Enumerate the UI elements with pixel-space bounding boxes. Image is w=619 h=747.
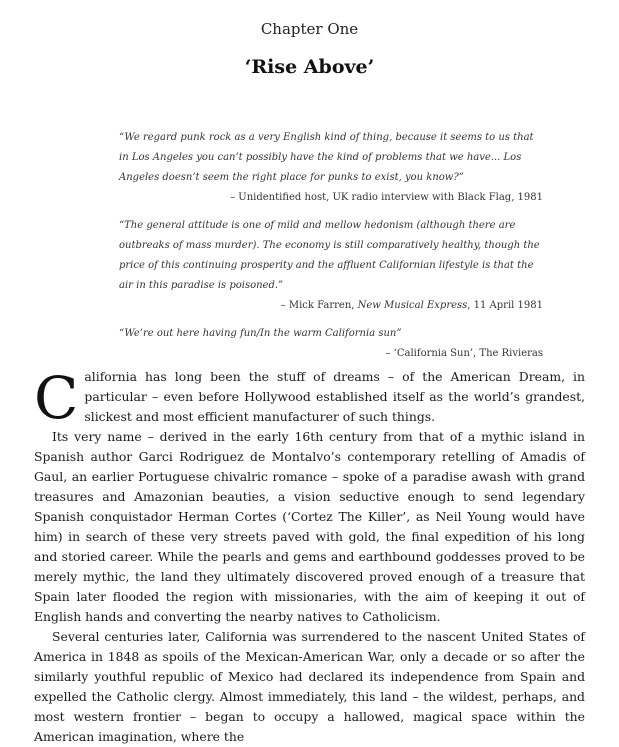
epigraph-quote: “The general attitude is one of mild and mellow hedonism (although there are outbreaks of mass murder). The economy is still comparatively healthy, though the price of this continuing prosperity and the affluent Californian lifestyle is that the air in this paradise is poisoned.” — [119, 220, 540, 291]
epigraphs — [119, 128, 543, 372]
body-paragraph — [34, 364, 585, 432]
attribution-prefix: – Mick Farren, — [280, 300, 358, 311]
drop-cap: C — [34, 364, 79, 432]
chapter-body — [34, 364, 585, 747]
epigraph-attribution: – ‘California Sun’, The Rivieras — [385, 348, 543, 359]
body-paragraph: Several centuries later, California was surrendered to the nascent United States of America in 1848 as spoils of the Mexican-American War, only a decade or so after the similarly youthful republic of Mexico had declared its independence from Spain and expelled the Catholic clergy. Almost immediately, this land – the wildest, perhaps, and most western frontier – began to occupy a hallowed, magical space within the American imagination, where the — [34, 629, 585, 744]
epigraph-attribution: – Unidentified host, UK radio interview with Black Flag, 1981 — [230, 192, 543, 203]
attribution-source: New Musical Express — [357, 300, 468, 311]
epigraph-quote: “We regard punk rock as a very English kind of thing, because it seems to us that in Los Angeles you can’t possibly have the kind of problems that we have... Los Angeles doesn’t seem the right place for punks to exist, you know?” — [119, 132, 534, 183]
paragraph-text: alifornia has long been the stuff of dreams – of the American Dream, in particular – even before Hollywood established itself as the world’s grandest, slickest and most efficient manufacturer of such things. — [84, 369, 585, 424]
chapter-label: Chapter One — [260, 20, 359, 38]
chapter-title: ‘Rise Above’ — [244, 56, 375, 78]
epigraph-quote: “We’re out here having fun/In the warm California sun” — [119, 328, 402, 339]
attribution-suffix: , 11 April 1981 — [467, 300, 543, 311]
body-paragraph: Its very name – derived in the early 16th century from that of a mythic island in Spanish author Garci Rodriguez de Montalvo’s contemporary retelling of Amadis of Gaul, an earlier Portuguese chivalric romance – spoke of a paradise awash with grand treasures and Amazonian beauties, a vision seductive enough to send legendary Spanish conquistador Herman Cortes (‘Cortez The Killer’, as Neil Young would have him) in search of these very streets paved with gold, the final expedition of his long and storied career. While the pearls and gems and earthbound goddesses proved to be merely mythic, the land they ultimately discovered proved enough of a treasure that Spain later flooded the region with missionaries, with the aim of keeping it out of English hands and converting the nearby natives to Catholicism. — [34, 429, 585, 624]
epigraph-attribution — [119, 296, 543, 316]
